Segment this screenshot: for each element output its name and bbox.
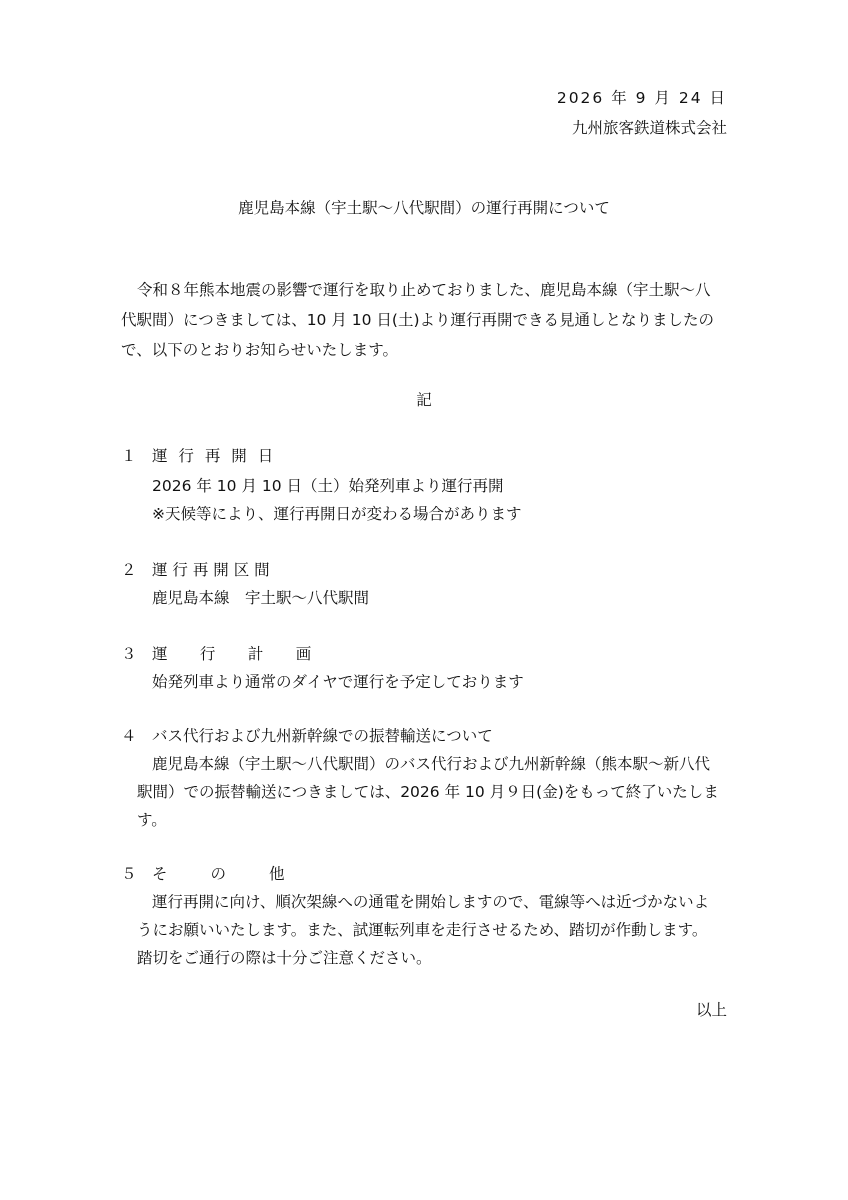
section-5-line-3: 踏切をご通行の際は十分ご注意ください。	[137, 949, 432, 967]
section-3-heading: 運 行 計 画	[152, 645, 316, 663]
section-1-line-2: ※天候等により、運行再開日が変わる場合があります	[152, 505, 522, 523]
section-4-line-3: す。	[137, 811, 167, 829]
section-4-heading: バス代行および九州新幹線での振替輸送について	[152, 727, 493, 745]
intro-line-2: 代駅間）につきましては、10 月 10 日(土)より運行再開できる見通しとなりましたの	[121, 311, 715, 329]
section-5-number: ５	[121, 865, 137, 883]
section-1-heading: 運 行 再 開 日	[152, 447, 277, 465]
section-2-line-1: 鹿児島本線 宇土駅～八代駅間	[152, 589, 370, 607]
section-5-line-1: 運行再開に向け、順次架線への通電を開始しますので、電線等へは近づかないよ	[152, 893, 710, 911]
document-title: 鹿児島本線（宇土駅～八代駅間）の運行再開について	[238, 199, 610, 217]
section-4-line-1: 鹿児島本線（宇土駅～八代駅間）のバス代行および九州新幹線（熊本駅～新八代	[152, 755, 711, 773]
section-3-line-1: 始発列車より通常のダイヤで運行を予定しております	[152, 673, 524, 691]
company-name: 九州旅客鉄道株式会社	[571, 119, 727, 137]
intro-line-3: で、以下のとおりお知らせいたします。	[121, 341, 398, 359]
section-5-heading: そ の 他	[152, 865, 289, 883]
section-2-number: ２	[121, 561, 137, 579]
section-3-number: ３	[121, 645, 137, 663]
section-2-heading: 運 行 再 開 区 間	[152, 561, 270, 579]
document-date: 2026 年 9 月 24 日	[556, 89, 727, 107]
intro-line-1: 令和８年熊本地震の影響で運行を取り止めておりました、鹿児島本線（宇土駅～八	[137, 281, 711, 299]
section-4-number: ４	[121, 727, 137, 745]
section-1-line-1: 2026 年 10 月 10 日（土）始発列車より運行再開	[152, 477, 504, 495]
section-1-number: １	[121, 447, 137, 465]
ki-mark: 記	[416, 391, 432, 409]
section-5-line-2: うにお願いいたします。また、試運転列車を走行させるため、踏切が作動します。	[137, 921, 708, 939]
closing-mark: 以上	[695, 1001, 727, 1019]
section-4-line-2: 駅間）での振替輸送につきましては、2026 年 10 月９日(金)をもって終了いたしま	[137, 783, 719, 801]
